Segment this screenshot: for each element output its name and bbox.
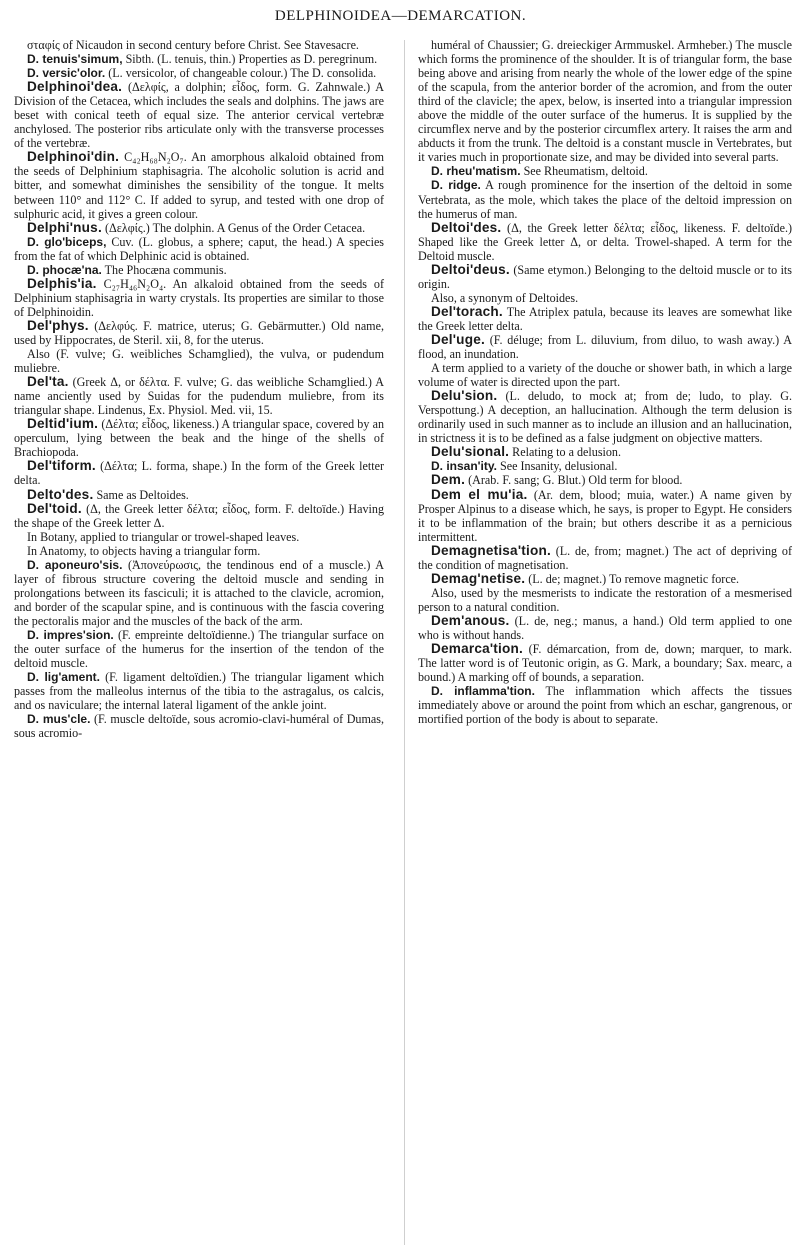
dictionary-entry bbox=[14, 38, 384, 52]
dictionary-entry bbox=[14, 80, 384, 150]
dictionary-entry bbox=[418, 544, 792, 572]
dictionary-entry bbox=[14, 459, 384, 487]
entry-definition: The Phocæna communis. bbox=[101, 262, 227, 277]
entry-definition: (Δ, the Greek letter δέλτα; εἶδος, likeness. F. deltoïde.) Shaped like the Greek letter Δ, or delta. Trowel-shaped. A term for the Deltoid muscle. bbox=[418, 220, 792, 263]
entry-headword: Demagnetisa'tion. bbox=[431, 542, 551, 558]
entry-definition: (L. de, from; magnet.) The act of depriving of the condition of magnetisation. bbox=[418, 543, 792, 572]
dictionary-entry bbox=[14, 263, 384, 277]
dictionary-entry bbox=[14, 347, 384, 375]
entry-definition: Cuv. (L. globus, a sphere; caput, the head.) A species from the fat of which Delphinic acid is obtained. bbox=[14, 234, 385, 263]
entry-headword: Deltoi'deus. bbox=[431, 261, 510, 277]
entry-headword: D. insan'ity. bbox=[431, 459, 497, 474]
entry-definition: Sibth. (L. tenuis, thin.) Properties as D. peregrinum. bbox=[122, 52, 378, 67]
entry-headword: D. inflamma'tion. bbox=[431, 684, 535, 699]
entry-headword: Del'uge. bbox=[431, 331, 485, 347]
entry-definition: σταφίς of Nicaudon in second century before Christ. See Stavesacre. bbox=[27, 38, 359, 52]
entry-definition: (F. démarcation, from de, down; marquer, to mark. The latter word is of Teutonic origin, as G. Mark, a boundary; Sax. mearc, a bound.) A marking off of bounds, a separation. bbox=[418, 642, 792, 685]
entry-headword: Del'toid. bbox=[27, 500, 82, 516]
entry-definition: huméral of Chaussier; G. dreieckiger Armmuskel. Armheber.) The muscle which forms the prominence of the shoulder. It is of triangular form, the base being above and arising from nearly the whole of the lower edge of the spine of the scapula, from the anterior border of the acromion, and from the outer third of the clavicle; the apex, below, is inserted into a triangular impression above the middle of the outer surface of the humerus. It is supplied by the circumflex nerve and by the posterior circumflex artery. It raises the arm and abducts it from the trunk. The deltoid is a constant muscle in Vertebrates, but it varies much in proportionate size, and may be divided into several parts. bbox=[418, 38, 792, 165]
entry-headword: Delu'sional. bbox=[431, 444, 510, 460]
entry-headword: D. tenuis'simum, bbox=[27, 52, 123, 67]
entry-definition: In Anatomy, to objects having a triangular form. bbox=[27, 543, 261, 558]
entry-definition: A rough prominence for the insertion of the deltoid in some Vertebrata, as the mole, which takes the place of the deltoid impression on the humerus of man. bbox=[418, 178, 792, 221]
entry-headword: Del'ta. bbox=[27, 374, 69, 390]
entry-headword: D. versic'olor. bbox=[27, 66, 106, 81]
dictionary-entry bbox=[14, 277, 384, 319]
dictionary-entry bbox=[418, 459, 792, 473]
dictionary-entry bbox=[14, 417, 384, 459]
entry-headword: Delto'des. bbox=[27, 486, 94, 502]
entry-definition: (F. empreinte deltoïdienne.) The triangular surface on the outer surface of the humerus for the insertion of the tendon of the deltoid muscle. bbox=[14, 627, 384, 671]
entry-headword: Deltid'ium. bbox=[27, 416, 99, 432]
dictionary-entry bbox=[418, 586, 792, 614]
entry-headword: Delu'sion. bbox=[431, 388, 498, 404]
column-divider bbox=[404, 40, 405, 1245]
dictionary-entry bbox=[14, 558, 384, 628]
entry-definition: Also, used by the mesmerists to indicate the restoration of a mesmerised person to a natural condition. bbox=[418, 585, 792, 614]
entry-definition: Also, a synonym of Deltoides. bbox=[431, 290, 579, 305]
entry-definition: Relating to a delusion. bbox=[509, 445, 622, 460]
entry-definition: (L. de, neg.; manus, a hand.) Old term applied to one who is without hands. bbox=[418, 613, 792, 642]
entry-definition: A term applied to a variety of the douche or shower bath, in which a large volume of water is directed upon the part. bbox=[418, 361, 792, 390]
dictionary-entry bbox=[14, 375, 384, 417]
dictionary-entry bbox=[14, 235, 384, 263]
entry-headword: D. aponeuro'sis. bbox=[27, 557, 123, 572]
dictionary-entry bbox=[418, 389, 792, 445]
dictionary-entry bbox=[14, 712, 384, 740]
dictionary-entry bbox=[14, 544, 384, 558]
dictionary-entry bbox=[14, 66, 384, 80]
dictionary-entry bbox=[14, 488, 384, 502]
dictionary-entry bbox=[14, 530, 384, 544]
dictionary-entry bbox=[418, 445, 792, 459]
dictionary-entry bbox=[418, 333, 792, 361]
left-column bbox=[14, 38, 384, 740]
entry-definition: (Δ, the Greek letter δέλτα; εἶδος, form. F. deltoïde.) Having the shape of the Greek letter Δ. bbox=[14, 501, 384, 530]
entry-definition: C₂₇H₄₆N₂O₄. An alkaloid obtained from the seeds of Delphinium staphisagria in warty crystals. Its properties are similar to those of Delphinoidin. bbox=[14, 276, 384, 319]
entry-headword: D. phocæ'na. bbox=[27, 262, 102, 277]
entry-headword: D. glo'biceps, bbox=[27, 234, 107, 249]
right-column bbox=[418, 38, 792, 726]
entry-headword: D. impres'sion. bbox=[27, 627, 114, 642]
dictionary-entry bbox=[418, 614, 792, 642]
dictionary-entry bbox=[14, 319, 384, 347]
dictionary-entry bbox=[14, 502, 384, 530]
dictionary-entry bbox=[418, 291, 792, 305]
dictionary-entry bbox=[418, 221, 792, 263]
dictionary-entry bbox=[14, 628, 384, 670]
entry-headword: D. lig'ament. bbox=[27, 670, 100, 685]
entry-definition: (F. ligament deltoïdien.) The triangular ligament which passes from the malleolus internus of the tibia to the astragalus, os calcis, and os naviculare; the internal lateral ligament of the ankle joint. bbox=[14, 670, 384, 713]
entry-definition: (Δέλτα; εἶδος, likeness.) A triangular space, covered by an operculum, lying between the beak and the hinge of the shells of Brachiopoda. bbox=[14, 417, 384, 460]
entry-definition: (Greek Δ, or δέλτα. F. vulve; G. das weibliche Schamglied.) A name anciently used by Suidas for the pudendum muliebre, from its triangular shape. Lindenus, Ex. Physiol. Med. vii, 15. bbox=[14, 375, 384, 418]
entry-headword: Deltoi'des. bbox=[431, 219, 502, 235]
entry-headword: Dem. bbox=[431, 472, 466, 488]
entry-definition: (F. déluge; from L. diluvium, from diluo, to wash away.) A flood, an inundation. bbox=[418, 332, 792, 362]
entry-definition: (Ar. dem, blood; muia, water.) A name given by Prosper Alpinus to a disease which, he says, is proper to Egypt. He considers it to be inflammation of the brain; but others describe it as a pernicious intermittent. bbox=[418, 487, 792, 544]
entry-definition: See Insanity, delusional. bbox=[496, 459, 618, 474]
entry-headword: Delphinoi'din. bbox=[27, 149, 120, 165]
entry-headword: D. ridge. bbox=[431, 178, 481, 193]
entry-headword: Dem el mu'ia. bbox=[431, 486, 528, 502]
entry-definition: Same as Deltoides. bbox=[93, 487, 189, 502]
entry-definition: (L. deludo, to mock at; from de; ludo, to play. G. Verspottung.) A deception, an hallucination. Although the term delusion is ordinarily used in such manner as to include an illusion and an hallucination, in strictness it is to be defined as a false judgment on objective matters. bbox=[418, 389, 792, 446]
dictionary-entry bbox=[418, 361, 792, 389]
entry-headword: Del'tiform. bbox=[27, 458, 96, 474]
entry-definition: The inflammation which affects the tissues immediately above or around the point from which an eschar, gangrenous, or mortified portion of the body is about to separate. bbox=[418, 684, 792, 727]
entry-definition: (F. muscle deltoïde, sous acromio-clavi-huméral of Dumas, sous acromio- bbox=[14, 712, 384, 741]
entry-headword: Delphi'nus. bbox=[27, 219, 102, 235]
entry-definition: (Δελφίς.) The dolphin. A Genus of the Order Cetacea. bbox=[101, 220, 366, 235]
dictionary-entry bbox=[14, 52, 384, 66]
entry-headword: D. rheu'matism. bbox=[431, 164, 521, 179]
entry-definition: (Δέλτα; L. forma, shape.) In the form of the Greek letter delta. bbox=[14, 459, 384, 488]
entry-headword: Del'torach. bbox=[431, 303, 503, 319]
entry-definition: (Δελφύς. F. matrice, uterus; G. Gebärmutter.) Old name, used by Hippocrates, de Steril. xii, 8, for the uterus. bbox=[14, 318, 384, 347]
entry-definition: (L. versicolor, of changeable colour.) The D. consolida. bbox=[105, 66, 377, 81]
dictionary-entry bbox=[418, 684, 792, 726]
dictionary-entry bbox=[418, 178, 792, 220]
entry-definition: C₄₂H₆₈N₂O₇. An amorphous alkaloid obtained from the seeds of Delphinium staphisagria. The alcoholic solution is acrid and bitter, and somewhat diminishes the sensibility of the tongue. It melts between 110° and 112° C. If added to syrup, and tested with one drop of sulphuric acid, it gives a green colour. bbox=[14, 150, 384, 221]
dictionary-entry bbox=[418, 164, 792, 178]
entry-definition: The Atriplex patula, because its leaves are somewhat like the Greek letter delta. bbox=[418, 304, 792, 333]
entry-definition: (Ἀπονεύρωσις, the tendinous end of a muscle.) A layer of fibrous structure covering the deltoid muscle and sending in prolongations between its fasciculi; it is attached to the clavicle, acromion, and border of the scapular spine, and is continuous with the fascia covering the pectoralis major and the muscles of the back of the arm. bbox=[14, 557, 385, 628]
entry-headword: D. mus'cle. bbox=[27, 712, 91, 727]
entry-headword: Demarca'tion. bbox=[431, 641, 523, 657]
dictionary-entry bbox=[418, 473, 792, 487]
dictionary-entry bbox=[418, 263, 792, 291]
entry-definition: (Same etymon.) Belonging to the deltoid muscle or to its origin. bbox=[418, 262, 792, 291]
entry-definition: (Arab. F. sang; G. Blut.) Old term for blood. bbox=[465, 473, 683, 488]
dictionary-entry bbox=[418, 305, 792, 333]
entry-definition: (L. de; magnet.) To remove magnetic force. bbox=[525, 571, 740, 586]
entry-headword: Demag'netise. bbox=[431, 570, 526, 586]
dictionary-entry bbox=[418, 38, 792, 164]
dictionary-entry bbox=[14, 221, 384, 235]
entry-headword: Delphinoi'dea. bbox=[27, 79, 123, 95]
dictionary-entry bbox=[418, 642, 792, 684]
entry-headword: Dem'anous. bbox=[431, 612, 510, 628]
entry-definition: (Δελφίς, a dolphin; εἶδος, form. G. Zahnwale.) A Division of the Cetacea, which includes the seals and dolphins. The jaws are beset with conical teeth of equal size. The anterior cervical vertebræ anchylosed. The posterior ribs articulate only with the transverse processes of the vertebræ. bbox=[14, 80, 384, 151]
entry-headword: Del'phys. bbox=[27, 317, 89, 333]
dictionary-entry bbox=[14, 670, 384, 712]
entry-definition: In Botany, applied to triangular or trowel-shaped leaves. bbox=[27, 529, 300, 544]
entry-definition: See Rheumatism, deltoid. bbox=[520, 164, 648, 179]
entry-definition: Also (F. vulve; G. weibliches Schamglied), the vulva, or pudendum muliebre. bbox=[14, 347, 384, 376]
dictionary-entry bbox=[14, 150, 384, 220]
entry-headword: Delphis'ia. bbox=[27, 275, 97, 291]
dictionary-entry bbox=[418, 572, 792, 586]
dictionary-entry bbox=[418, 488, 792, 544]
running-head: DELPHINOIDEA—DEMARCATION. bbox=[274, 8, 527, 24]
